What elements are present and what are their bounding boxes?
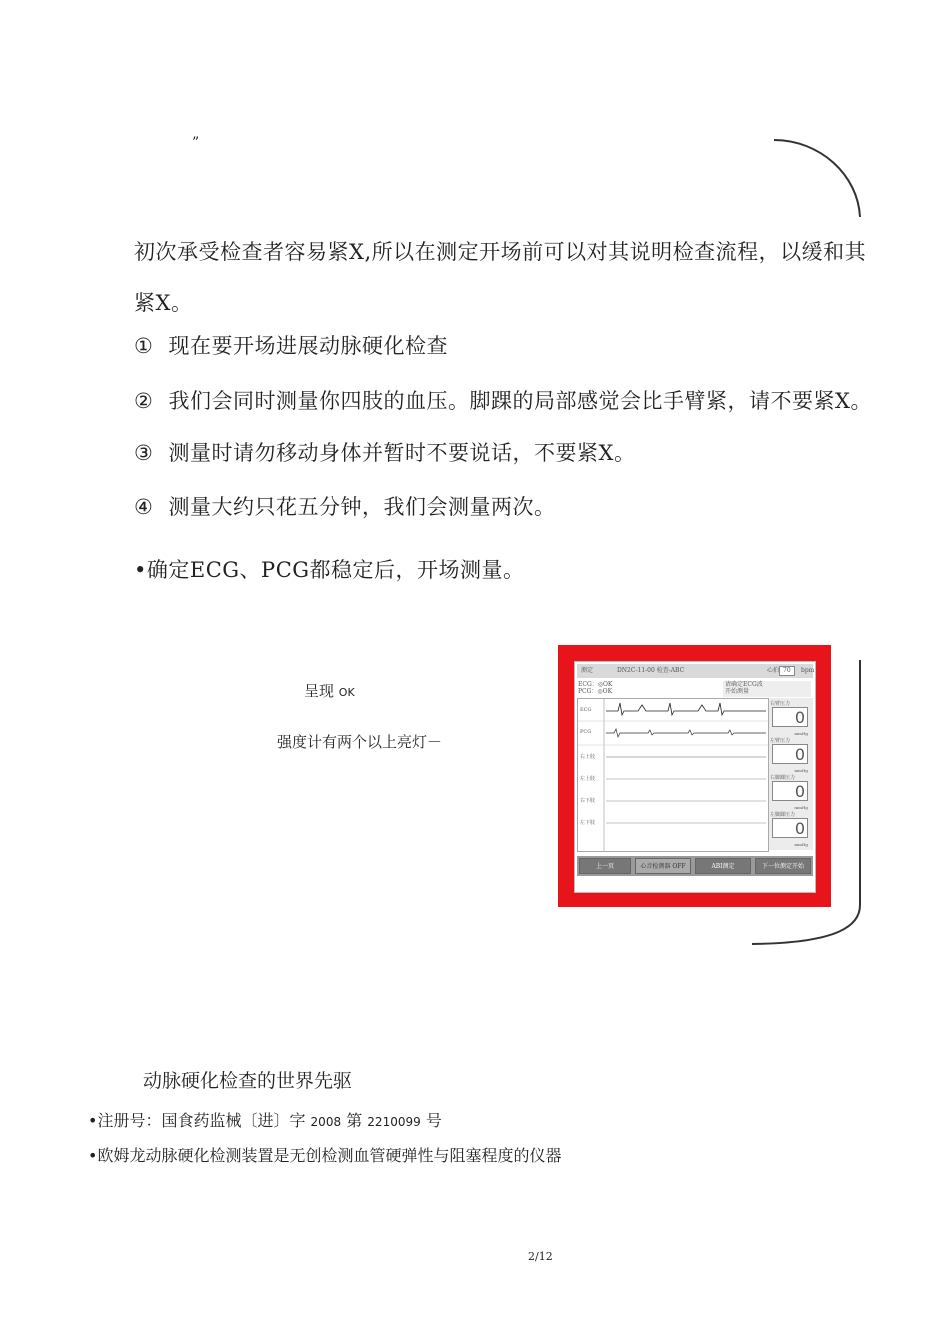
meter-label: 右臂压力 xyxy=(770,701,791,707)
meter-value: 0 xyxy=(772,707,808,727)
step-4 xyxy=(134,491,556,521)
instruction-line-1: 请确定ECG波 xyxy=(725,681,763,688)
screen-mode-label: 测定 xyxy=(581,667,594,674)
registration-year: 2008 xyxy=(310,1115,342,1129)
screen-info: DN2C-11-00 检查-ABC xyxy=(617,667,685,674)
row-label-ecg: ECG xyxy=(580,707,592,713)
waveform-traces xyxy=(578,699,768,851)
signal-status xyxy=(578,681,612,695)
device-description-bullet: •欧姆龙动脉硬化检测装置是无创检测血管硬弹性与阻塞程度的仪器 xyxy=(88,1146,562,1165)
registration-prefix: •注册号：国食药监械〔进〕字 xyxy=(88,1111,306,1130)
registration-di: 第 xyxy=(346,1111,363,1130)
next-measure-button[interactable]: 下一位测定开始 xyxy=(755,858,811,874)
meter-unit: mmHg xyxy=(794,805,808,810)
step-text: 现在要开场进展动脉硬化检查 xyxy=(168,334,449,358)
page-current: 2 xyxy=(528,1250,535,1263)
stray-quote-mark: ” xyxy=(192,135,200,151)
intro-line-1: 初次承受检查者容易紧X,所以在测定开场前可以对其说明检查流程，以缓和其 xyxy=(134,240,867,264)
page-number xyxy=(528,1250,553,1263)
ecg-status: ECG：◎OK xyxy=(578,681,613,688)
meter-label: 左脚踝压力 xyxy=(770,812,796,818)
heart-rate-label: 心拍 xyxy=(767,667,780,674)
page-separator: / xyxy=(535,1250,539,1263)
abi-measure-button[interactable]: ABI测定 xyxy=(695,858,751,874)
step-1 xyxy=(134,330,448,360)
step-text: 我们会同时测量你四肢的血压。脚踝的局部感觉会比手臂紧，请不要紧X。 xyxy=(168,389,872,413)
decorative-arc-bottom xyxy=(750,655,870,950)
step-text: 测量时请勿移动身体并暂时不要说话，不要紧X。 xyxy=(168,441,636,465)
registration-suffix: 号 xyxy=(425,1111,442,1130)
intro-line-2: 紧X。 xyxy=(134,291,193,315)
registration-bullet xyxy=(88,1108,442,1131)
meter-label: 右脚踝压力 xyxy=(770,775,796,781)
ok-note xyxy=(304,680,355,701)
row-label-right-arm: 右上肢 xyxy=(580,754,596,760)
meter-value: 0 xyxy=(772,818,808,838)
step-number: ④ xyxy=(134,495,154,519)
section-heading: 动脉硬化检查的世界先驱 xyxy=(143,1070,353,1092)
step-3 xyxy=(134,437,635,467)
ok-note-prefix: 呈现 xyxy=(304,682,335,700)
step-number: ③ xyxy=(134,441,154,465)
confirm-note: •确定ECG、PCG都稳定后，开场测量。 xyxy=(134,558,525,582)
strength-note: 强度计有两个以上亮灯－ xyxy=(277,733,443,751)
row-label-left-ankle: 左下肢 xyxy=(580,820,596,826)
meter-value: 0 xyxy=(772,781,808,801)
step-number: ① xyxy=(134,334,154,358)
step-text: 测量大约只花五分钟，我们会测量两次。 xyxy=(168,495,556,519)
registration-number: 2210099 xyxy=(367,1115,421,1129)
step-number: ② xyxy=(134,389,154,413)
waveform-panel xyxy=(577,698,769,852)
meter-value: 0 xyxy=(772,744,808,764)
meter-unit: mmHg xyxy=(794,731,808,736)
ok-note-suffix: OK xyxy=(338,686,355,699)
row-label-right-ankle: 右下肢 xyxy=(580,798,596,804)
heart-rate-unit: bpm xyxy=(801,667,815,674)
row-label-pcg: PCG xyxy=(580,729,592,735)
heart-sound-toggle[interactable]: 心音检测器 OFF xyxy=(635,858,691,874)
pcg-status: PCG：◎OK xyxy=(578,688,613,695)
heart-rate-value: 70 xyxy=(779,666,795,676)
meter-label: 左臂压力 xyxy=(770,738,791,744)
row-label-left-arm: 左上肢 xyxy=(580,776,596,782)
meter-unit: mmHg xyxy=(794,842,808,847)
instruction-line-2: 开始测量 xyxy=(725,688,750,695)
page-total: 12 xyxy=(538,1250,553,1263)
meter-unit: mmHg xyxy=(794,768,808,773)
step-2 xyxy=(134,385,872,415)
decorative-arc-top xyxy=(760,135,870,225)
back-button[interactable]: 上一页 xyxy=(579,858,631,874)
